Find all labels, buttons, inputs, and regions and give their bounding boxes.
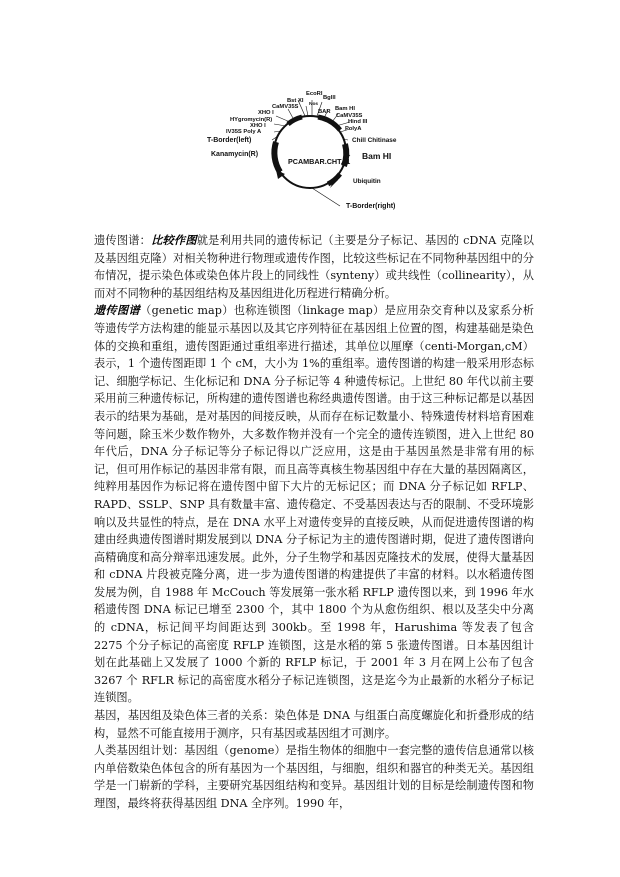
paragraph-gene-genome-chromosome [94,707,534,742]
label-xhoi-1: XHO I [258,110,274,116]
paragraph-comparative-mapping [94,232,534,302]
plasmid-map-figure [190,84,440,216]
label-camv35s-right: CaMV35S [336,113,363,119]
label-camv35s-top: CaMV35S [272,104,299,110]
label-t-border-left: T-Border(left) [207,137,252,144]
label-bar: BAR [318,109,331,115]
term-comparative-mapping: 比较作图 [151,233,197,247]
label-ubiquitin: Ubiquitin [353,178,381,185]
label-polya-right: PolyA [345,126,362,132]
paragraph-genetic-map [94,302,534,707]
label-hindiii: Hind III [348,119,368,125]
label-ecori: EcoRI [306,91,323,97]
term-genetic-map: 遗传图谱 [94,303,141,318]
label-plasmid-name: PCAMBAR.CHT.11 [288,157,351,166]
label-bamhi-top: Bam HI [335,106,355,112]
label-chill-chitinase: Chill Chitinase [352,137,397,144]
paragraph-text: （genetic map）也称连锁图（linkage map）是应用杂交育种以及家系分析等遗传学方法构建的能显示基因以及其它序列特征在基因组上位置的图，构建基础是染色体的交换和重组，遗传图距通过重组率进行描述，其单位以厘摩（centi-Morgan,cM）表示，1 个遗传图距即 1 个 cM，大小为 1%的重组率。遗传图谱的构建一般采用形态标记、细胞学标记、生化标记和 DNA 分子标记等 4 种遗传标记。上世纪 80 年代以前主要采用前三种遗传标记，所构建的遗传图谱也称经典遗传图谱。由于这三种标记都是以基因表示的结果为基础，是对基因的间接反映，从而存在标记数量小、特殊遗传材料培育困难等问题，除玉米少数作物外，大多数作物并没有一个完全的遗传连锁图，进入上世纪 80 年代后，DNA 分子标记等分子标记得以广泛应用，这是由于基因虽然是非常有用的标记，但可用作标记的基因非常有限，而且高等真核生物基因组中存在大量的基因隔离区，纯粹用基因作为标记将在遗传图中留下大片的无标记区；而 DNA 分子标记如 RFLP、RAPD、SSLP、SNP 具有数量丰富、遗传稳定、不受基因表达与否的限制、不受环境影响以及共显性的特点，是在 DNA 水平上对遗传变异的直接反映，从而促进遗传图谱的构建由经典遗传图谱时期发展到以 DNA 分子标记为主的遗传图谱时期，促进了遗传图谱向高精确度和高分辩率迅速发展。此外，分子生物学和基因克隆技术的发展，使得大量基因和 cDNA 片段被克隆分离，进一步为遗传图谱的构建提供了丰富的材料。以水稻遗传图发展为例，自 1988 年 McCouch 等发展第一张水稻 RFLP 遗传图以来，到 1996 年水稻遗传图 DNA 标记已增至 2300 个，其中 1800 个为从愈伤组织、根以及茎尖中分离的 cDNA，标记间平均间距达到 300kb。至 1998 年，Harushima 等发表了包含 2275 个分子标记的高密度 RFLP 连锁图，这是水稻的第 5 张遗传图谱。日本基因组计划在此基础上又发展了 1000 个新的 RFLP 标记，于 2001 年 3 月在网上公布了包含 3267 个 RFLR 标记的高密度水稻分子标记连锁图，这是迄今为止最新的水稻分子标记连锁图。 [94,304,534,705]
label-kanamycin: Kanamycin(R) [211,151,259,158]
hygromycin-segment [288,117,302,124]
label-xhoi-2: XHO I [250,123,266,129]
label-nos: Nos [309,102,319,107]
paragraph-text: 人类基因组计划：基因组（genome）是指生物体的细胞中一套完整的遗传信息通常以核内单倍数染色体包含的所有基因为一个基因组，与细胞，组织和器官的种类无关。基因组学是一门崭新的学科，主要研究基因组结构和变异。基因组计划的目标是绘制遗传图和物理图，最终将获得基因组 DNA 全序列。1990 年， [94,744,534,810]
document-body [94,232,534,813]
paragraph-text: 基因，基因组及染色体三者的关系：染色体是 DNA 与组蛋白高度螺旋化和折叠形成的结构，显然不可能直接用于测序，只有基因或基因组才可测序。 [94,709,534,740]
kanamycin-segment [274,142,280,172]
label-bstxi: Bst XI [287,98,304,104]
label-t-border-right: T-Border(right) [346,203,396,210]
label-iv35s-polya: IV35S Poly A [226,129,262,135]
label-bglii: BglII [323,95,336,101]
paragraph-lead: 遗传图谱： [94,234,152,247]
label-hygromycin: HYgromycin(R) [230,117,273,123]
label-bamhi-main: Bam HI [362,151,392,161]
paragraph-human-genome-project [94,742,534,812]
paragraph-text: 就是利用共同的遗传标记（主要是分子标记、基因的 cDNA 克隆以及基因组克隆）对相关物种进行物理或遗传作图，比较这些标记在不同物种基因组中的分布情况，提示染色体或染色体片段上的同线性（synteny）或共线性（collinearity），从而对不同物种的基因组结构及基因组进化历程进行精确分析。 [94,234,534,300]
